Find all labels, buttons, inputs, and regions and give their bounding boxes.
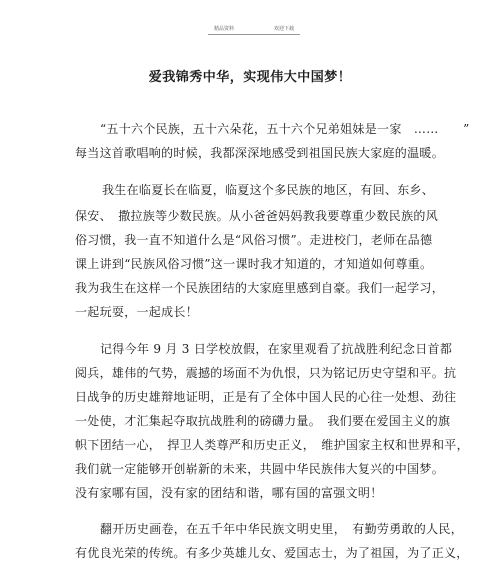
paragraph-line: 记得今年 9 月 3 日学校放假，在家里观看了抗战胜利纪念日首都 bbox=[100, 342, 453, 356]
paragraph-line: 阅兵，雄伟的气势，震撼的场面不为仇恨，只为铭记历史守望和平。抗 bbox=[75, 366, 457, 380]
page-header bbox=[212, 22, 296, 34]
paragraph-line: 帜下团结一心， 捍卫人类尊严和历史正义， 维护国家主权和世界和平， bbox=[75, 438, 469, 452]
header-divider bbox=[208, 34, 300, 35]
paragraph-line: 日战争的历史雄辩地证明，正是有了全体中国人民的心往一处想、劲往 bbox=[75, 390, 457, 404]
header-right-text: 欢迎下载 bbox=[273, 25, 294, 32]
paragraph-line: 有优良光荣的传统。有多少英雄儿女、爱国志士，为了祖国，为了正义， bbox=[75, 546, 469, 560]
paragraph-line: “五十六个民族，五十六朵花，五十六个兄弟姐妹是一家 …… ” bbox=[100, 122, 470, 136]
paragraph-line: 俗习惯，我一直不知道什么是“风俗习惯”。走进校门，老师在品德 bbox=[75, 233, 433, 247]
paragraph-line: 每当这首歌唱响的时候，我都深深地感受到祖国民族大家庭的温暖。 bbox=[75, 146, 445, 160]
paragraph-line: 保安、 撒拉族等少数民族。从小爸爸妈妈教我要尊重少数民族的风 bbox=[75, 209, 439, 223]
paragraph-line: 我为我生在这样一个民族团结的大家庭里感到自豪。我们一起学习， bbox=[75, 281, 445, 295]
paragraph-line: 课上讲到“民族风俗习惯”这一课时我才知道的，才知道如何尊重。 bbox=[75, 257, 433, 271]
paragraph-line: 一起玩耍，一起成长！ bbox=[75, 305, 199, 319]
paragraph-line: 我们就一定能够开创崭新的未来，共圆中华民族伟大复兴的中国梦。 bbox=[75, 462, 445, 476]
header-left-text: 精品资料 bbox=[214, 25, 235, 32]
document-title: 爱我锦秀中华，实现伟大中国梦！ bbox=[148, 70, 352, 85]
paragraph-line: 我生在临夏长在临夏，临夏这个多民族的地区，有回、东乡、 bbox=[102, 183, 435, 197]
paragraph-line: 没有家哪有国，没有家的团结和谐，哪有国的富强文明！ bbox=[75, 486, 383, 500]
paragraph-line: 翻开历史画卷，在五千年中华民族文明史里， 有勤劳勇敢的人民， bbox=[100, 522, 464, 536]
paragraph-line: 一处使，才汇集起夺取抗战胜利的磅礴力量。 我们要在爱国主义的旗 bbox=[75, 414, 451, 428]
